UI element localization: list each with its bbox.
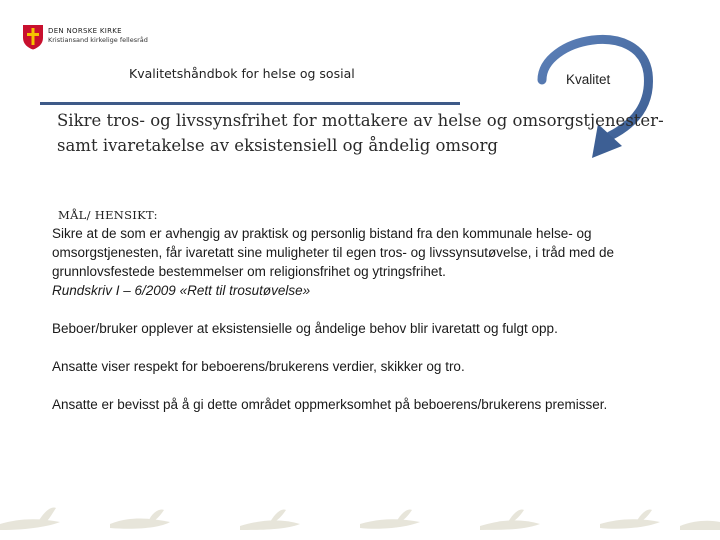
header-divider — [40, 102, 460, 105]
body-text — [52, 224, 702, 414]
paragraph-purpose: Sikre at de som er avhengig av praktisk og personlig bistand fra den kommunale helse- og omsorgstjenesten, får ivaretatt sine muligheter til egen tros- og livssynsutøvelse, i tråd med de grunnlovsfestede bestemmelser om religionsfrihet og ytringsfrihet. — [52, 226, 615, 279]
kvalitet-label: Kvalitet — [566, 72, 611, 87]
church-logo-icon — [22, 24, 44, 50]
organization-block — [48, 27, 148, 45]
organization-name: DEN NORSKE KIRKE — [48, 27, 122, 35]
paragraph-respect: Ansatte viser respekt for beboerens/brukerens verdier, skikker og tro. — [52, 359, 465, 374]
page-title: Sikre tros- og livssynsfrihet for mottakere av helse og omsorgstjenester- samt ivaretakelse av eksistensiell og åndelig omsorg — [57, 111, 664, 155]
dove-border-decoration — [0, 500, 720, 540]
reference-text: Rundskriv I – 6/2009 «Rett til trosutøvelse» — [52, 283, 311, 298]
paragraph-needs: Beboer/bruker opplever at eksistensielle og åndelige behov blir ivaretatt og fulgt opp. — [52, 321, 558, 336]
paragraph-awareness: Ansatte er bevisst på å gi dette området oppmerksomhet på beboerens/brukerens premisser. — [52, 397, 608, 412]
handbook-title: Kvalitetshåndbok for helse og sosial — [129, 66, 355, 81]
goal-heading: MÅL/ HENSIKT: — [58, 208, 158, 222]
organization-subtitle: Kristiansand kirkelige fellesråd — [48, 36, 148, 44]
